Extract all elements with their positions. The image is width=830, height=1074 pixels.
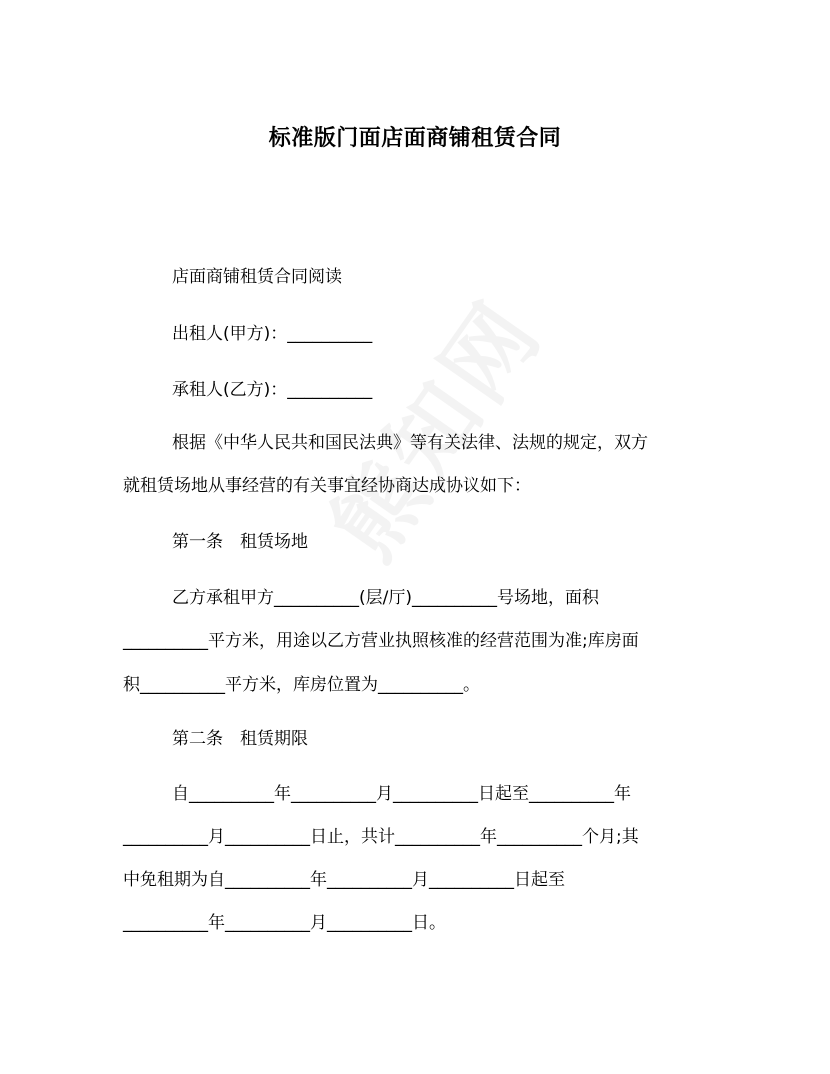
article-1-line-1: 乙方承租甲方__________(层/厅)__________号场地，面积 xyxy=(172,588,599,608)
article-1-line-3: 积__________平方米，库房位置为__________。 xyxy=(123,675,480,695)
lessee-line: 承租人(乙方)：__________ xyxy=(172,380,373,400)
article-1-line-2: __________平方米，用途以乙方营业执照核准的经营范围为准;库房面 xyxy=(123,631,639,651)
subtitle-line: 店面商铺租赁合同阅读 xyxy=(172,267,342,287)
article-2-line-2: __________月__________日止，共计__________年__________个月;其 xyxy=(123,827,639,847)
lessor-line: 出租人(甲方)：__________ xyxy=(172,324,373,344)
document-title: 标准版门面店面商铺租赁合同 xyxy=(268,126,562,151)
preamble-line-2: 就租赁场地从事经营的有关事宜经协商达成协议如下： xyxy=(123,476,531,496)
article-2-line-3: 中免租期为自__________年__________月__________日起至 xyxy=(123,870,565,890)
article-2-line-1: 自__________年__________月__________日起至__________年 xyxy=(172,784,631,804)
preamble-line-1: 根据《中华人民共和国民法典》等有关法律、法规的规定，双方 xyxy=(172,433,648,453)
article-1-heading: 第一条 租赁场地 xyxy=(172,532,308,552)
article-2-heading: 第二条 租赁期限 xyxy=(172,729,308,749)
article-2-line-4: __________年__________月__________日。 xyxy=(123,913,446,933)
